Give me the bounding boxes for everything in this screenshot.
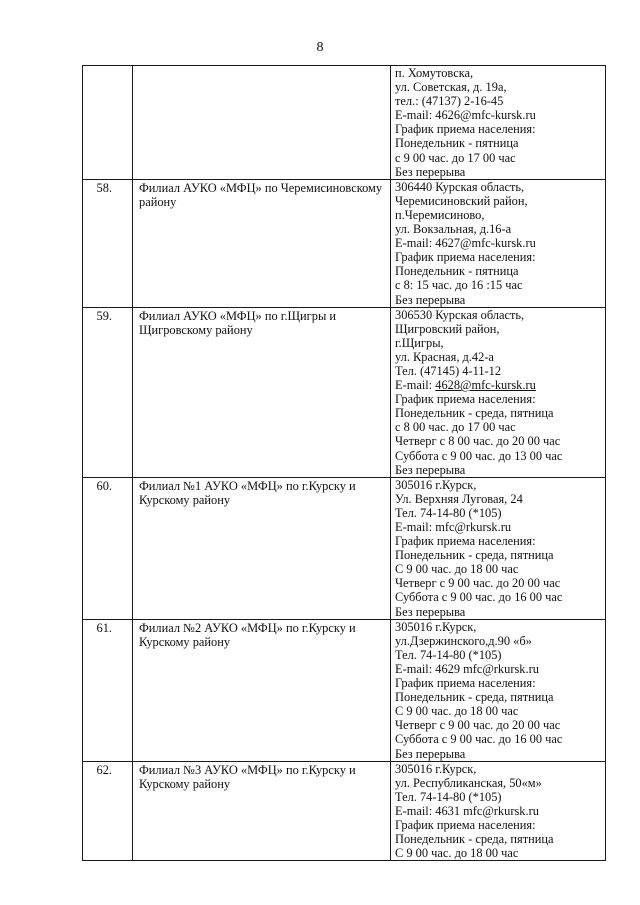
contact-line: Черемисиновский район, <box>395 193 528 208</box>
contact-line: Четверг с 9 00 час. до 20 00 час <box>395 576 561 591</box>
contact-line: 305016 г.Курск, <box>395 761 477 776</box>
contact-line: с 8: 15 час. до 16 :15 час <box>395 278 523 293</box>
contact-line: ул. Красная, д.42-а <box>395 349 494 364</box>
contact-line: Суббота с 9 00 час. до 16 00 час <box>395 732 563 747</box>
table-row <box>83 307 606 477</box>
row-number-cell <box>83 477 133 619</box>
contact-line: Ул. Верхняя Луговая, 24 <box>395 491 523 506</box>
branch-name: Филиал №3 АУКО «МФЦ» по г.Курску и Курскому району <box>139 762 356 791</box>
contact-line: Тел. 74-14-80 (*105) <box>395 505 502 520</box>
contact-line: Понедельник - среда, пятница <box>395 548 554 563</box>
contact-line: График приема населения: <box>395 817 536 832</box>
contact-line: График приема населения: <box>395 534 536 549</box>
contact-line: Понедельник - среда, пятница <box>395 406 554 421</box>
branch-name: Филиал АУКО «МФЦ» по г.Щигры и Щигровскому району <box>139 308 337 337</box>
contact-info-cell <box>391 66 606 180</box>
email-line: E-mail: 4627@mfc-kursk.ru <box>395 236 536 251</box>
contact-line: Без перерыва <box>395 746 466 761</box>
email-line: E-mail: 4626@mfc-kursk.ru <box>395 108 536 123</box>
contact-line: С 9 00 час. до 18 00 час <box>395 562 519 577</box>
contact-line: Четверг с 9 00 час. до 20 00 час <box>395 718 561 733</box>
contact-line: С 9 00 час. до 18 00 час <box>395 704 519 719</box>
table-row <box>83 477 606 619</box>
branch-name-cell <box>133 307 391 477</box>
contact-line: 306530 Курская область, <box>395 307 525 322</box>
row-number-cell <box>83 619 133 761</box>
contact-line: ул.Дзержинского,д.90 «б» <box>395 633 532 648</box>
contact-line: 305016 г.Курск, <box>395 619 477 634</box>
contact-line: График приема населения: <box>395 122 536 137</box>
branch-name-cell <box>133 179 391 307</box>
contact-line: 305016 г.Курск, <box>395 477 477 492</box>
contact-line: Щигровский район, <box>395 321 500 336</box>
contact-line: с 8 00 час. до 17 00 час <box>395 420 516 435</box>
contact-line: тел.: (47137) 2-16-45 <box>395 94 504 109</box>
contact-line: Тел. (47145) 4-11-12 <box>395 363 502 378</box>
branch-name-cell <box>133 477 391 619</box>
table-row <box>83 761 606 861</box>
contact-line: График приема населения: <box>395 250 536 265</box>
contact-line: Суббота с 9 00 час. до 16 00 час <box>395 590 563 605</box>
email-line: E-mail: 4631 mfc@rkursk.ru <box>395 803 539 818</box>
email-line: E-mail: mfc@rkursk.ru <box>395 520 512 534</box>
branch-table <box>82 65 606 861</box>
email-line: E-mail: 4629 mfc@rkursk.ru <box>395 661 539 676</box>
row-number: 58. <box>96 180 112 195</box>
contact-info-cell <box>391 179 606 307</box>
table-row <box>83 66 606 180</box>
contact-line: ул. Вокзальная, д.16-а <box>395 222 512 237</box>
contact-line: Четверг с 8 00 час. до 20 00 час <box>395 434 561 449</box>
contact-line: ул. Республиканская, 50«м» <box>395 775 542 790</box>
row-number: 60. <box>96 478 112 493</box>
row-number-cell <box>83 179 133 307</box>
contact-line: 306440 Курская область, <box>395 179 525 194</box>
contact-line: Без перерыва <box>395 292 466 307</box>
contact-line: п. Хомутовска, <box>395 66 474 80</box>
contact-line: График приема населения: <box>395 392 536 407</box>
contact-line: Суббота с 9 00 час. до 13 00 час <box>395 448 563 463</box>
row-number-cell <box>83 761 133 861</box>
email-line: E-mail: 4628@mfc-kursk.ru <box>395 378 536 393</box>
row-number-cell <box>83 307 133 477</box>
contact-line: Понедельник - среда, пятница <box>395 690 554 705</box>
contact-line: г.Щигры, <box>395 335 444 350</box>
contact-line: Без перерыва <box>395 604 466 619</box>
contact-info-cell <box>391 619 606 761</box>
row-number-cell <box>83 66 133 180</box>
contact-line: Понедельник - пятница <box>395 136 519 151</box>
contact-info-cell <box>391 761 606 861</box>
contact-line: График приема населения: <box>395 676 536 691</box>
contact-line: С 9 00 час. до 18 00 час <box>395 846 519 861</box>
contact-line: Понедельник - среда, пятница <box>395 832 554 847</box>
branch-name: Филиал АУКО «МФЦ» по Черемисиновскому району <box>139 180 383 209</box>
contact-line: Понедельник - пятница <box>395 264 519 279</box>
contact-line: Тел. 74-14-80 (*105) <box>395 789 502 804</box>
branch-name-cell <box>133 619 391 761</box>
branch-name-cell <box>133 66 391 180</box>
contact-line: Тел. 74-14-80 (*105) <box>395 647 502 662</box>
row-number: 59. <box>96 308 112 323</box>
email-link: 4628@mfc-kursk.ru <box>435 378 536 393</box>
table-row <box>83 619 606 761</box>
contact-info-cell <box>391 307 606 477</box>
branch-name: Филиал №1 АУКО «МФЦ» по г.Курску и Курскому району <box>139 478 356 507</box>
contact-line: Без перерыва <box>395 164 466 179</box>
branch-name-cell <box>133 761 391 861</box>
page-number: 8 <box>316 40 324 55</box>
table-row <box>83 179 606 307</box>
contact-line: с 9 00 час. до 17 00 час <box>395 150 516 165</box>
row-number: 61. <box>96 620 112 635</box>
contact-line: п.Черемисиново, <box>395 207 485 222</box>
row-number: 62. <box>96 762 112 777</box>
branch-name: Филиал №2 АУКО «МФЦ» по г.Курску и Курскому району <box>139 620 356 649</box>
contact-line: Без перерыва <box>395 462 466 477</box>
contact-info-cell <box>391 477 606 619</box>
contact-line: ул. Советская, д. 19а, <box>395 80 507 95</box>
